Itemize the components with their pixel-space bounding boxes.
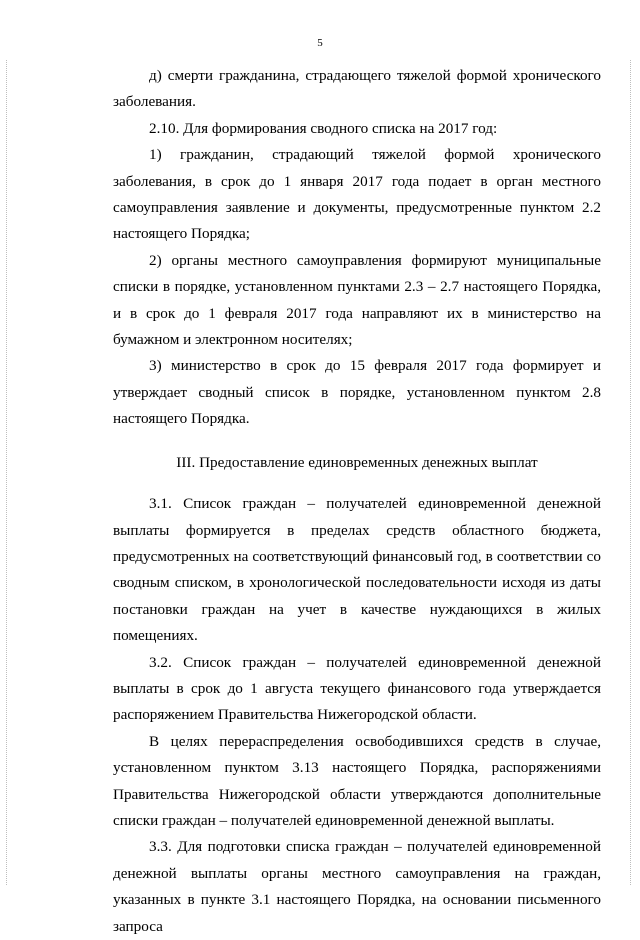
page-number: 5 <box>317 37 323 49</box>
paragraph-2-10-1: 1) гражданин, страдающий тяжелой формой хронического заболевания, в срок до 1 января 2017 года подает в орган местного самоуправления заявление и документы, предусмотренные пунктом 2.2 настоящего Порядка; <box>113 146 601 243</box>
scan-edge-right <box>630 60 632 885</box>
paragraph-redistribution: В целях перераспределения освободившихся средств в случае, установленном пунктом 3.13 настоящего Порядка, распоряжениями Правительства Нижегородской области утверждаются дополнительные списки граждан – получателей единовременной денежной выплаты. <box>113 732 601 829</box>
scan-edge-left <box>6 60 8 885</box>
document-body <box>113 63 601 940</box>
paragraph-2-10-2: 2) органы местного самоуправления формируют муниципальные списки в порядке, установленном пунктами 2.3 – 2.7 настоящего Порядка, и в срок до 1 февраля 2017 года направляют их в министерство на бумажном и электронном носителях; <box>113 251 601 349</box>
section-heading: III. Предоставление единовременных денежных выплат <box>176 453 538 471</box>
paragraph-3-3: 3.3. Для подготовки списка граждан – получателей единовременной денежной выплаты органы местного самоуправления на граждан, указанных в пункте 3.1 настоящего Порядка, на основании письменного запроса <box>113 838 601 935</box>
paragraph-2-10: 2.10. Для формирования сводного списка на 2017 год: <box>149 119 498 137</box>
paragraph-item-d: д) смерти гражданина, страдающего тяжелой формой хронического заболевания. <box>113 67 601 111</box>
paragraph-2-10-3: 3) министерство в срок до 15 февраля 2017 года формирует и утверждает сводный список в порядке, установленном пунктом 2.8 настоящего Порядка. <box>113 357 601 428</box>
paragraph-3-1: 3.1. Список граждан – получателей единовременной денежной выплаты формируется в пределах средств областного бюджета, предусмотренных на соответствующий финансовый год, в соответствии со сводным списком, в хронологической последовательности исходя из даты постановки граждан на учет в качестве нуждающихся в жилых помещениях. <box>113 495 601 645</box>
paragraph-3-2: 3.2. Список граждан – получателей единовременной денежной выплаты в срок до 1 августа текущего финансового года утверждается распоряжением Правительства Нижегородской области. <box>113 653 601 724</box>
